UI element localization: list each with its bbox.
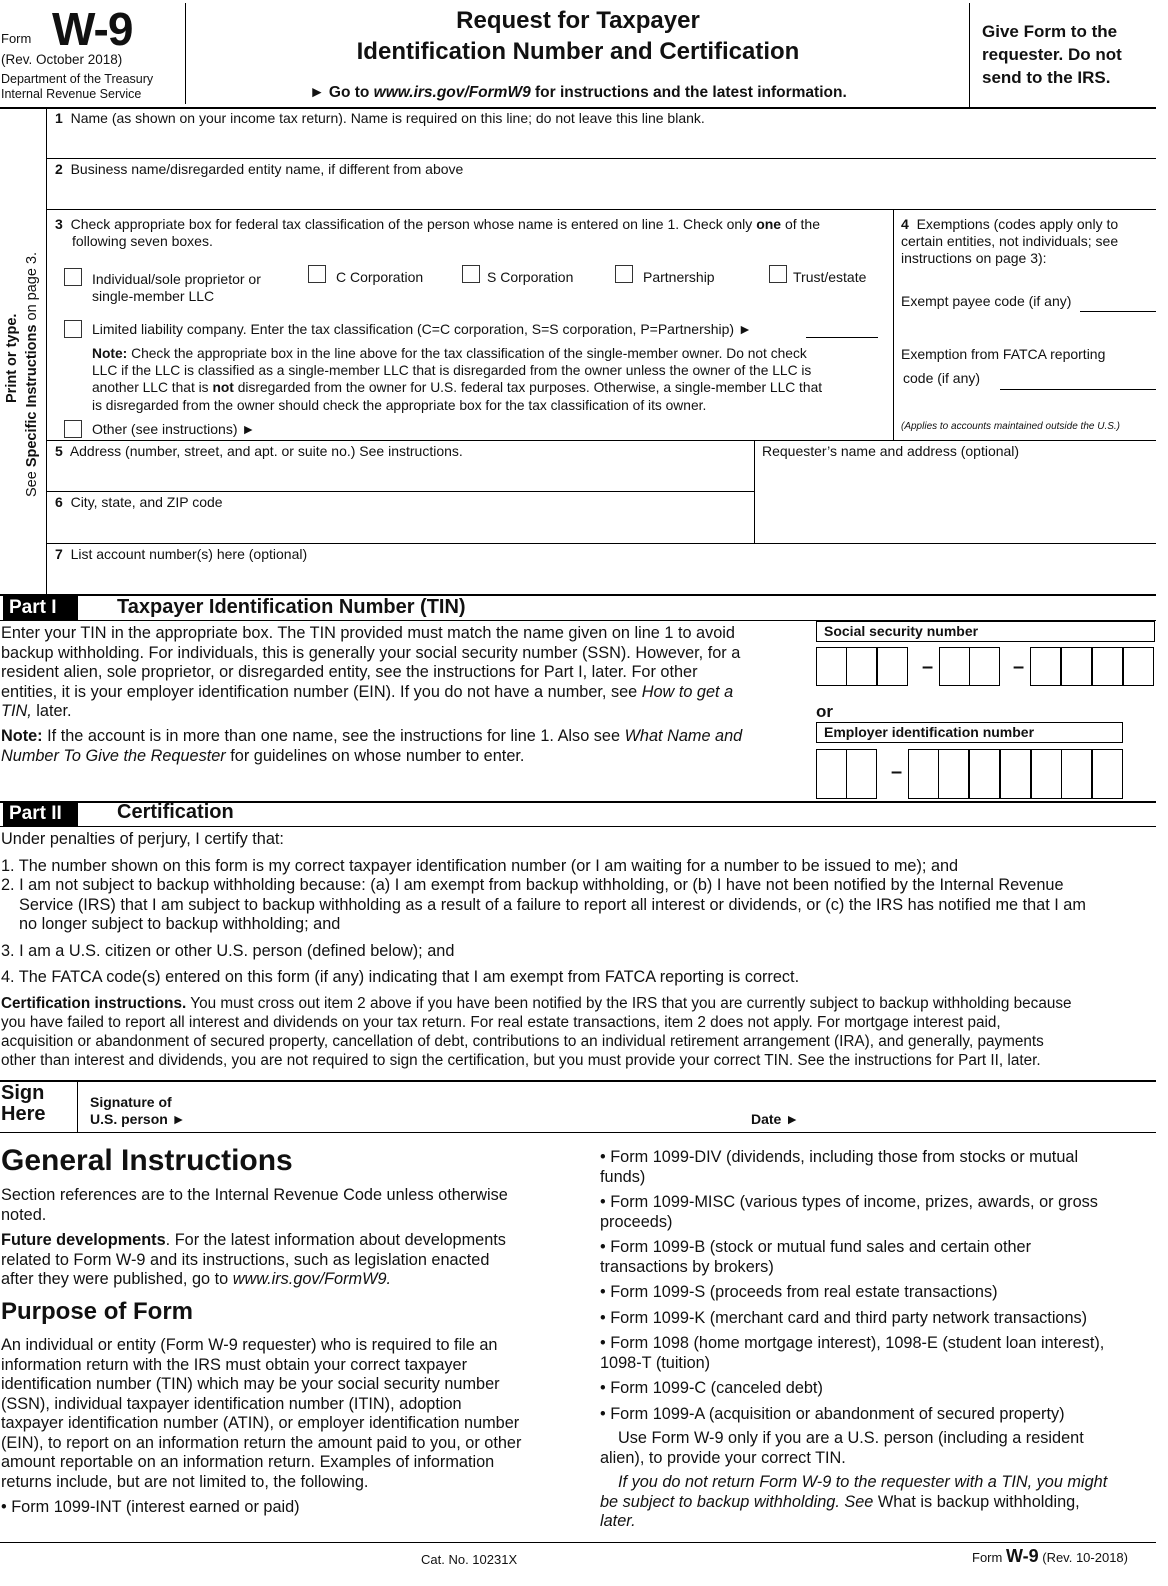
applies-note: (Applies to accounts maintained outside the U.S.) <box>901 421 1121 432</box>
requester-input[interactable] <box>760 462 1155 540</box>
ssn-digit[interactable] <box>1061 647 1092 686</box>
other-checkbox[interactable] <box>64 420 82 438</box>
exempt-payee-label: Exempt payee code (if any) <box>901 293 1072 309</box>
partnership-checkbox[interactable] <box>615 265 633 283</box>
ein-digit[interactable] <box>938 749 969 799</box>
ssn-dash: – <box>1013 656 1025 678</box>
ein-digit[interactable] <box>816 749 847 799</box>
arrow-icon: ► <box>309 84 325 101</box>
account-numbers-input[interactable] <box>55 565 1155 591</box>
ein-label: Employer identification number <box>816 722 1123 743</box>
ssn-digit[interactable] <box>1123 647 1154 686</box>
ein-digit[interactable] <box>1061 749 1092 799</box>
ssn-digit[interactable] <box>1030 647 1061 686</box>
c-corporation-checkbox[interactable] <box>308 265 326 283</box>
individual-checkbox[interactable] <box>64 268 82 286</box>
part1-title: Taxpayer Identification Number (TIN) <box>117 596 466 618</box>
business-name-input[interactable] <box>55 181 1155 207</box>
or-label: or <box>816 702 833 721</box>
signature-input[interactable] <box>200 1097 740 1125</box>
llc-note: Note: Check the appropriate box in the line above for the tax classification of the single-member owner. Do not check LLC if the LLC is classified as a single-member LLC that is disregarded from the owner unless the owner of the LLC is another LLC that is not disregarded from the owner for U.S. federal tax purposes. Otherwise, a single-member LLC that is disregarded from the owner should check the appropriate box for the tax classification of its owner. <box>92 346 823 413</box>
individual-label: Individual/sole proprietor or single-member LLC <box>92 271 261 304</box>
date-label: Date ► <box>751 1111 800 1127</box>
s-corporation-label: S Corporation <box>487 269 574 285</box>
revision: (Rev. October 2018) <box>1 52 123 67</box>
part2-label: Part II <box>3 802 78 826</box>
certification-instructions: Certification instructions. You must cross out item 2 above if you have been notified by the IRS that you are currently subject to backup withholding because you have failed to report all interest and dividends on your tax return. For real estate transactions, item 2 does not apply. For mortgage interest paid, acquisition or abandonment of secured property, cancellation of debt, contributions to an individual retirement arrangement (IRA), and generally, payments other than interest and dividends, you are not required to sign the certification, but you must provide your correct TIN. See the instructions for Part II, later. <box>1 995 1072 1069</box>
part1-instructions: Enter your TIN in the appropriate box. The TIN provided must match the name given on line 1 to avoid backup withholding. For individuals, this is generally your social security number (SSN). However, for a resident alien, sole proprietor, or disregarded entity, see the instructions for Part I, later. For other entities, it is your employer identification number (EIN). If you do not have a number, see How to get a TIN, later. <box>1 624 741 720</box>
ssn-digit[interactable] <box>969 647 1000 686</box>
irs-url-link[interactable]: www.irs.gov/FormW9 <box>373 84 531 101</box>
ssn-digit[interactable] <box>939 647 970 686</box>
partnership-label: Partnership <box>643 269 715 285</box>
ein-dash: – <box>891 761 903 783</box>
other-label: Other (see instructions) ► <box>92 421 256 437</box>
ssn-digit[interactable] <box>1092 647 1123 686</box>
purpose-of-form-text: An individual or entity (Form W-9 requester) who is required to file an information return with the IRS must obtain your correct taxpayer identification number (TIN) which may be your social security number (SSN), individual taxpayer identification number (ITIN), adoption taxpayer identification number (ATIN), or employer identification number (EIN), to report on an information return the amount paid to you, or other amount reportable on an information return. Examples of information returns include, but are not limited to, the following. • Form 1099-INT (interest earned or paid) <box>1 1336 522 1516</box>
signature-label: Signature of U.S. person ► <box>90 1094 186 1127</box>
ein-digit[interactable] <box>1000 749 1031 799</box>
ein-digit[interactable] <box>1092 749 1123 799</box>
section-references: Section references are to the Internal Revenue Code unless otherwise noted. <box>1 1186 508 1224</box>
line6-label: 6 City, state, and ZIP code <box>55 494 223 510</box>
ssn-digit[interactable] <box>816 647 847 686</box>
form-number: W-9 <box>52 3 133 55</box>
form-list: • Form 1099-DIV (dividends, including those from stocks or mutual funds) • Form 1099-MISC (various types of income, prizes, awards, or gross proceeds) • Form 1099-B (stock or mutual fund sales and certain other transactions by brokers) • Form 1099-S (proceeds from real estate transactions) • Form 1099-K (merchant card and third party network transactions) • Form 1098 (home mortgage interest), 1098-E (student loan interest), 1098-T (tuition) • Form 1099-C (canceled debt) • Form 1099-A (acquisition or abandonment of secured property) Use Form W-9 only if you are a U.S. person (including a resident alien), to provide your correct TIN. If you do not return Form W-9 to the requester with a TIN, you might be subject to backup withholding. See What is backup withholding, later. <box>600 1148 1108 1530</box>
fatca-code-input[interactable] <box>1000 372 1156 390</box>
llc-classification-input[interactable] <box>806 320 878 338</box>
address-input[interactable] <box>55 462 750 488</box>
print-or-type-label: Print or type. <box>4 313 20 403</box>
ein-digit[interactable] <box>969 749 1000 799</box>
ssn-label: Social security number <box>816 621 1155 642</box>
catalog-number: Cat. No. 10231X <box>421 1552 518 1567</box>
department: Department of the Treasury <box>1 72 154 86</box>
print-or-type-sidebar: See Specific Instructions on page 3. <box>24 251 40 497</box>
name-input[interactable] <box>55 130 1155 156</box>
ein-digit[interactable] <box>908 749 939 799</box>
line1-label: 1 Name (as shown on your income tax return). Name is required on this line; do not leave this line blank. <box>55 110 705 126</box>
footer-form-id: Form W-9 (Rev. 10-2018) <box>972 1546 1128 1566</box>
part1-note: Note: If the account is in more than one name, see the instructions for line 1. Also see What Name and Number To Give the Requester for guidelines on whose number to enter. <box>1 727 743 765</box>
purpose-of-form-heading: Purpose of Form <box>1 1298 194 1325</box>
ein-digit[interactable] <box>846 749 877 799</box>
give-form-notice: Give Form to the requester. Do not send to the IRS. <box>982 22 1122 87</box>
exemptions-label: 4 Exemptions (codes apply only to certain entities, not individuals; see instructions on page 3): <box>901 216 1119 266</box>
trust-estate-checkbox[interactable] <box>769 265 787 283</box>
llc-checkbox[interactable] <box>64 320 82 338</box>
city-state-zip-input[interactable] <box>55 513 750 539</box>
agency: Internal Revenue Service <box>1 87 142 101</box>
ein-digit[interactable] <box>1031 749 1062 799</box>
part2-title: Certification <box>117 801 234 823</box>
general-instructions-heading: General Instructions <box>1 1144 293 1177</box>
c-corporation-label: C Corporation <box>336 269 424 285</box>
line7-label: 7 List account number(s) here (optional) <box>55 546 308 562</box>
exempt-payee-input[interactable] <box>1080 293 1156 312</box>
line3-label: 3 Check appropriate box for federal tax classification of the person whose name is entered on line 1. Check only one of the following seven boxes. <box>55 216 820 249</box>
part1-label: Part I <box>3 596 78 620</box>
date-input[interactable] <box>805 1097 1155 1125</box>
form-title <box>187 5 969 67</box>
certification-text: Under penalties of perjury, I certify that: 1. The number shown on this form is my correct taxpayer identification number (or I am waiting for a number to be issued to me); and 2. I am not subject to backup withholding because: (a) I am exempt from backup withholding, or (b) I have not been notified by the Internal Revenue Service (IRS) that I am subject to backup withholding as a result of a failure to report all interest or dividends, or (c) the IRS has notified me that I am no longer subject to backup withholding; and 3. I am a U.S. citizen or other U.S. person (defined below); and 4. The FATCA code(s) entered on this form (if any) indicating that I am exempt from FATCA reporting is correct. <box>1 830 1086 986</box>
line5-label: 5 Address (number, street, and apt. or suite no.) See instructions. <box>55 443 463 459</box>
trust-estate-label: Trust/estate <box>793 269 867 285</box>
goto-instructions: ► Go to www.irs.gov/FormW9 for instructions and the latest information. <box>309 84 847 101</box>
sign-here-label: Sign Here <box>1 1082 46 1125</box>
fatca-label: Exemption from FATCA reporting code (if any) <box>901 346 1106 386</box>
s-corporation-checkbox[interactable] <box>462 265 480 283</box>
title-line-1: Request for Taxpayer <box>456 7 700 34</box>
ssn-dash: – <box>922 656 934 678</box>
form-label: Form <box>1 31 32 46</box>
requester-label: Requester’s name and address (optional) <box>762 443 1020 459</box>
title-line-2: Identification Number and Certification <box>356 38 800 65</box>
ssn-digit[interactable] <box>846 647 877 686</box>
line2-label: 2 Business name/disregarded entity name, if different from above <box>55 161 464 177</box>
ssn-digit[interactable] <box>877 647 908 686</box>
llc-label: Limited liability company. Enter the tax classification (C=C corporation, S=S corporation, P=Partnership) ► <box>92 321 752 337</box>
future-developments: Future developments. For the latest information about developments related to Form W-9 and its instructions, such as legislation enacted after they were published, go to www.irs.gov/FormW9. <box>1 1231 506 1288</box>
